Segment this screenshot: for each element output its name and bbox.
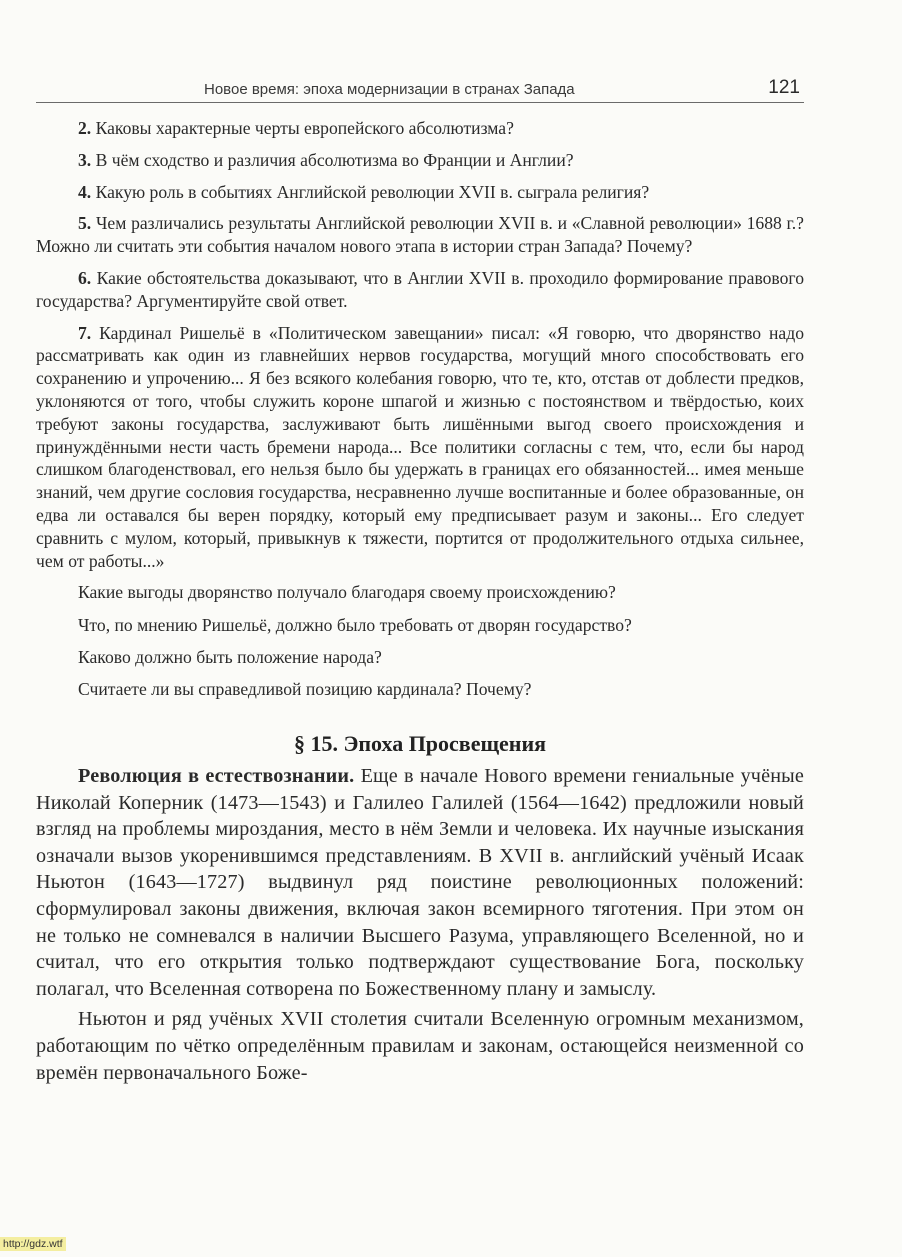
- question-text: Какие обстоятельства доказывают, что в Англии XVII в. проходило формирование правового государства? Аргументируйте свой ответ.: [36, 267, 804, 311]
- page-number: 121: [768, 77, 800, 98]
- paragraph: [36, 1006, 804, 1086]
- paragraph-text: Ньютон и ряд учёных XVII столетия считали Вселенную огромным механизмом, работающим по чётко определённым правилам и законам, остающейся неизменной со времён первоначального Боже-: [36, 1008, 804, 1084]
- question-number: 3.: [78, 149, 92, 170]
- running-title: Новое время: эпоха модернизации в странах Запада: [204, 81, 575, 98]
- running-header: [36, 74, 804, 103]
- question-text: Кардинал Ришельё в «Политическом завещании» писал: «Я говорю, что дворянство надо рассматривать как один из главнейших нервов государства, могущий много способствовать его сохранению и упрочению... Я без всякого колебания говорю, что те, кто, отстав от доблести предков, уклоняются от того, чтобы служить короне шпагой и жизнью с постоянством и твёрдостью, коих требуют законы государства, заслуживают быть лишёнными выгод своего происхождения и принуждёнными нести часть бремени народа... Все политики согласны с тем, что, если бы народ слишком благоденствовал, его нельзя было бы удержать в границах его обязанностей... имея меньше знаний, чем другие сословия государства, несравненно лучше воспитанные и более образованные, он едва ли оставался бы верен порядку, который ему предписывает разум и законы... Его следует сравнить с мулом, который, привыкнув к тяжести, портится от продолжительного отдыха сильнее, чем от работы...»: [36, 322, 804, 571]
- question-text: В чём сходство и различия абсолютизма во Франции и Англии?: [91, 149, 574, 170]
- question-number: 5.: [78, 213, 92, 234]
- sub-question: Считаете ли вы справедливой позицию кардинала? Почему?: [78, 679, 532, 700]
- question-6: [36, 267, 804, 313]
- sub-question: Что, по мнению Ришельё, должно было требовать от дворян государство?: [78, 614, 632, 635]
- question-number: 2.: [78, 118, 92, 138]
- sub-question: Какие выгоды дворянство получало благодаря своему происхождению?: [78, 582, 616, 603]
- question-text: Чем различались результаты Английской революции XVII в. и «Славной революции» 1688 г.? Можно ли считать эти события началом нового этапа в истории стран Запада? Почему?: [36, 213, 804, 257]
- question-number: 4.: [78, 181, 92, 202]
- question-text: Каковы характерные черты европейского абсолютизма?: [91, 118, 514, 138]
- textbook-page: [36, 74, 804, 1090]
- watermark-link[interactable]: http://gdz.wtf: [0, 1237, 66, 1251]
- sub-question: Каково должно быть положение народа?: [78, 646, 382, 667]
- question-text: Какую роль в событиях Английской революции XVII в. сыграла религия?: [91, 181, 650, 202]
- run-in-heading: Революция в естествознании.: [78, 765, 355, 788]
- question-4: [36, 181, 804, 204]
- question-3: [36, 149, 804, 172]
- paragraph-text: Еще в начале Нового времени гениальные учёные Николай Коперник (1473—1543) и Галилео Галилей (1564—1642) предложили новый взгляд на проблемы мироздания, место в нём Земли и человека. Их научные изыскания означали вызов укоренившимся представлениям. В XVII в. английский учёный Исаак Ньютон (1643—1727) выдвинул ряд поистине революционных положений: сформулировал законы движения, включая закон всемирного тяготения. При этом он не только не сомневался в наличии Высшего Разума, управляющего Вселенной, но и считал, что его открытия только подтверждают существование Бога, поскольку полагал, что Вселенная сотворена по Божественному плану и замыслу.: [36, 765, 805, 1000]
- review-questions: [36, 117, 804, 701]
- question-5: [36, 212, 804, 258]
- question-7: [36, 322, 804, 573]
- question-number: 7.: [78, 322, 92, 343]
- section-body: [36, 763, 804, 1086]
- question-number: 6.: [78, 267, 92, 288]
- question-2: [36, 117, 804, 140]
- paragraph: [36, 763, 804, 1002]
- section-title: § 15. Эпоха Просвещения: [293, 731, 547, 757]
